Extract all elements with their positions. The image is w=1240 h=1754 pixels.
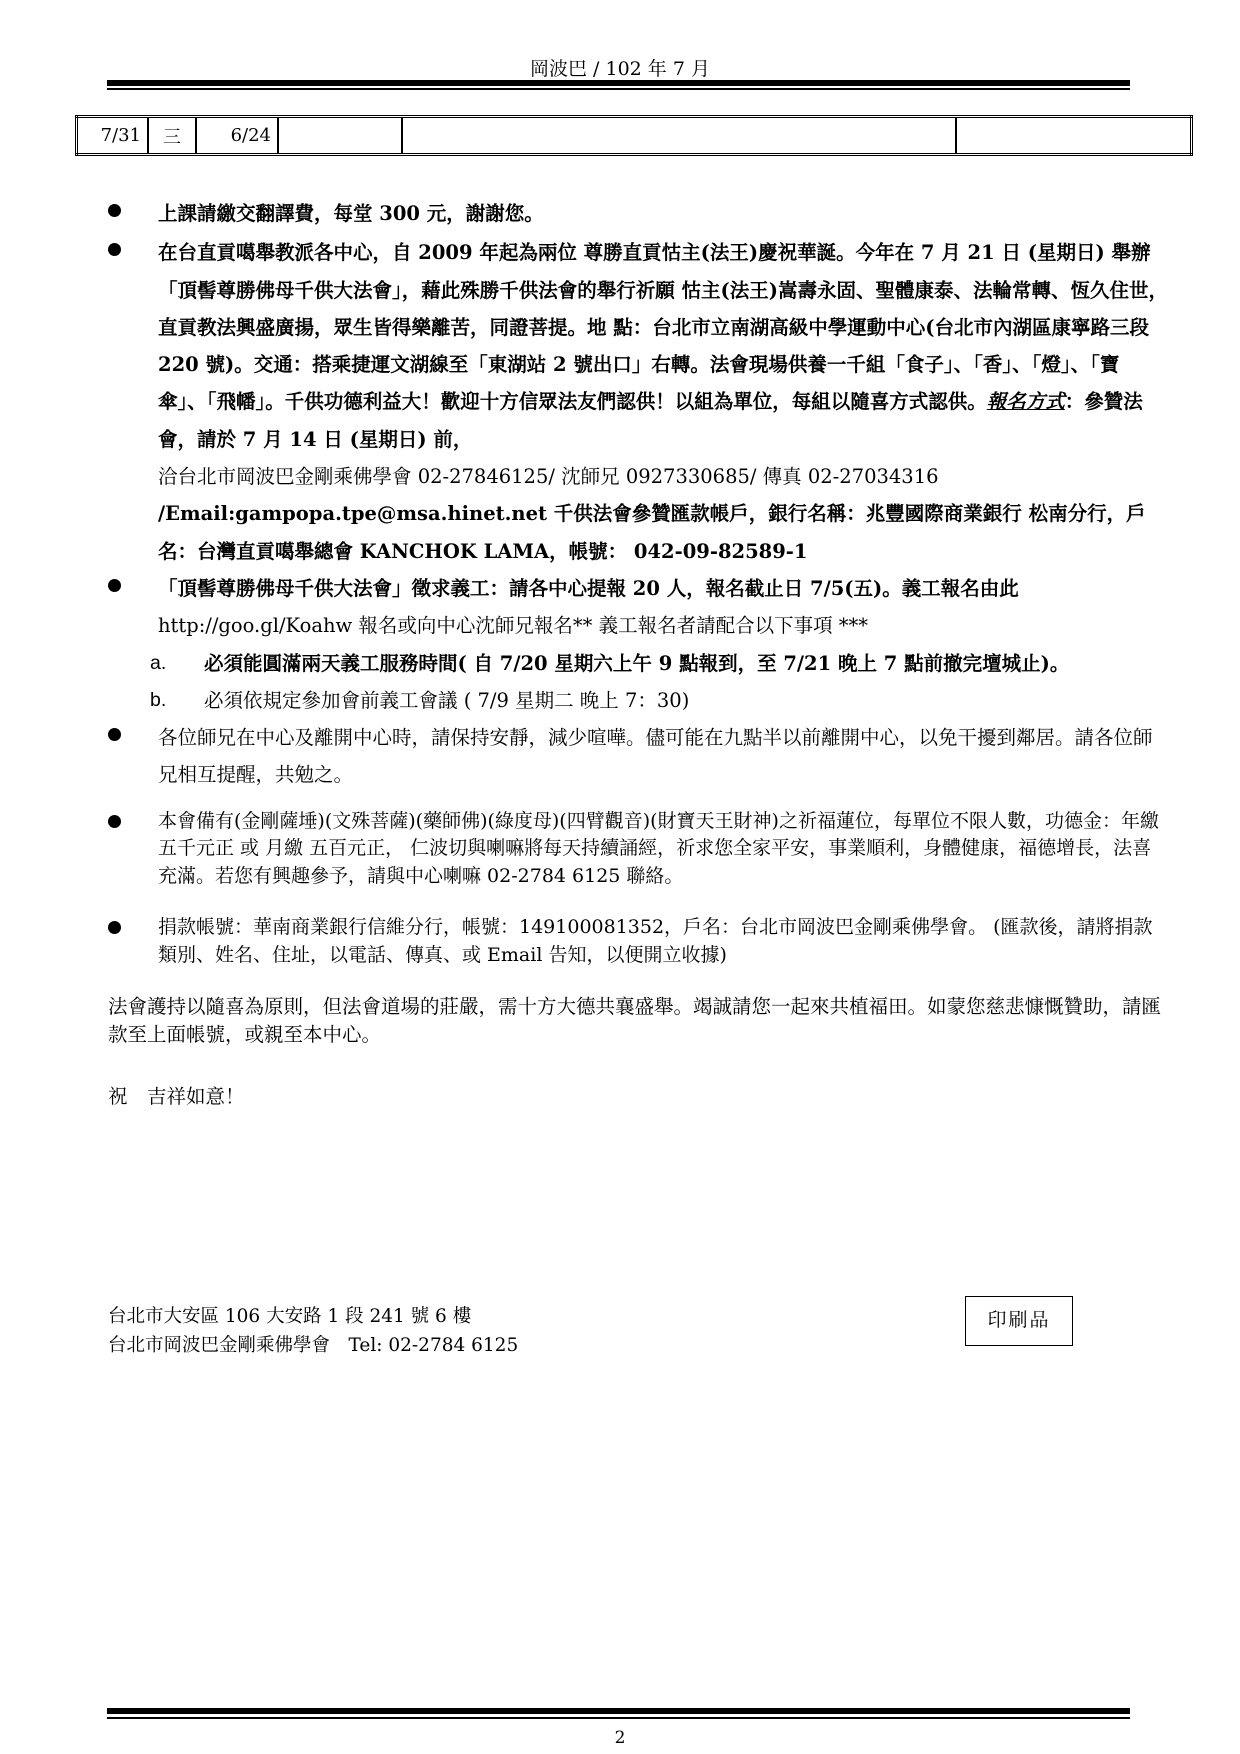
volunteer-requirement-b: b. 必須依規定參加會前義工會議 ( 7/9 星期二 晚上 7：30) (108, 682, 1168, 719)
list-marker: b. (150, 688, 167, 711)
bullet-icon (108, 204, 121, 217)
bullet-icon (108, 815, 121, 828)
puja-bank-info: /Email:gampopa.tpe@msa.hinet.net 千供法會參贊匯款帳戶，銀行名稱：兆豐國際商業銀行 松南分行，戶名：台灣直貢噶舉總會 KANCHOK LAMA，帳號： 042-09-82589-1 (158, 502, 1146, 563)
empty-cell (278, 117, 402, 155)
empty-cell (402, 117, 956, 155)
footer-rule-thick (107, 1708, 1130, 1714)
list-item (108, 195, 1168, 232)
footer-address-block (108, 1302, 518, 1360)
volunteer-signup-link[interactable]: http://goo.gl/Koahw 報名或向中心沈師兄報名** 義工報名者請配合以下事項 *** (158, 614, 869, 638)
table-row (77, 117, 1192, 155)
notice-content (108, 195, 1168, 1111)
printed-matter-box: 印刷品 (965, 1296, 1073, 1346)
fee-notice: 上課請繳交翻譯費，每堂 300 元，謝謝您。 (158, 202, 544, 225)
footer-rule-thin (107, 1717, 1130, 1719)
donation-info: 捐款帳號：華南商業銀行信維分行，帳號：149100081352，戶名：台北市岡波巴金剛乘佛學會。 (匯款後，請將捐款類別、姓名、住址，以電話、傳真、或 Email 告知，以便開立收據) (158, 916, 1153, 966)
date-cell: 7/31 (77, 117, 149, 155)
volunteer-requirement-a: a. 必須能圓滿兩天義工服務時間( 自 7/20 星期六上午 9 點報到，至 7/21 晚上 7 點前撤完壇城止)。 (108, 645, 1168, 682)
list-item (108, 719, 1168, 794)
bullet-icon (108, 243, 121, 256)
bullet-icon (108, 921, 121, 934)
schedule-table (75, 115, 1193, 156)
empty-cell (956, 117, 1192, 155)
weekday-cell: 三 (148, 117, 196, 155)
list-marker: a. (150, 651, 167, 674)
header-rule-thin (107, 88, 1130, 90)
page-header-title: 岡波巴 / 102 年 7 月 (530, 58, 710, 80)
registration-deadline: ：參贊法會，請於 7 月 14 日 (星期日) 前， (158, 390, 1143, 451)
header-rule-thick (107, 80, 1130, 86)
quiet-notice: 各位師兄在中心及離開中心時，請保持安靜，減少喧嘩。儘可能在九點半以前離開中心，以免干擾到鄰居。請各位師兄相互提醒，共勉之。 (158, 725, 1153, 787)
list-item (108, 914, 1168, 969)
list-item (108, 570, 1168, 645)
lotus-seat-notice: 本會備有(金剛薩埵)(文殊菩薩)(藥師佛)(綠度母)(四臂觀音)(財寶天王財神)之祈福蓮位，每單位不限人數，功德金：年繳 五千元正 或 月繳 五百元正， 仁波切與喇嘛將每天持續誦經，祈求您全家平安，事業順利，身體健康，福德增長，法喜充滿。若您有興趣參予，請與中心喇嘛 02-2784 6125 聯絡。 (158, 809, 1159, 887)
footer-address: 台北市大安區 106 大安路 1 段 241 號 6 樓 (108, 1306, 472, 1327)
list-item (108, 234, 1168, 570)
blessing: 祝 吉祥如意！ (108, 1085, 245, 1109)
footer-organization: 台北市岡波巴金剛乘佛學會 Tel: 02-2784 6125 (108, 1335, 519, 1356)
puja-contact: 洽台北市岡波巴金剛乘佛學會 02-27846125/ 沈師兄 0927330685/ 傳真 02-27034316 (158, 465, 939, 489)
page-number: 2 (614, 1728, 626, 1748)
volunteer-call: 「頂髻尊勝佛母千供大法會」徵求義工：請各中心提報 20 人，報名截止日 7/5(五)。義工報名由此 (158, 576, 1019, 600)
closing-paragraph: 法會護持以隨喜為原則，但法會道場的莊嚴，需十方大德共襄盛舉。竭誠請您一起來共植福田。如蒙您慈悲慷慨贊助，請匯款至上面帳號，或親至本中心。 (108, 995, 1162, 1047)
registration-label: 報名方式 (986, 390, 1065, 414)
puja-announcement: 在台直貢噶舉教派各中心，自 2009 年起為兩位 尊勝直貢怙主(法王)慶祝華誕。今年在 7 月 21 日 (星期日) 舉辦「頂髻尊勝佛母千供大法會」，藉此殊勝千供法會的舉行祈願 怙主(法王)嵩壽永固、聖體康泰、法輪常轉、恆久住世，直貢教法興盛廣揚，眾生皆得樂離苦，同證菩提。地 點：台北市立南湖高級中學運動中心(台北市內湖區康寧路三段 220 號)。交通：搭乘捷運文湖線至「東湖站 2 號出口」右轉。法會現場供養一千組「食子」、「香」、「燈」、「寶傘」、「飛幡」。千供功德利益大！歡迎十方信眾法友們認供！以組為單位，每組以隨喜方式認供。 (158, 241, 1168, 414)
lunar-date-cell: 6/24 (196, 117, 278, 155)
bullet-icon (108, 579, 121, 592)
list-item (108, 808, 1168, 891)
bullet-icon (108, 728, 121, 741)
